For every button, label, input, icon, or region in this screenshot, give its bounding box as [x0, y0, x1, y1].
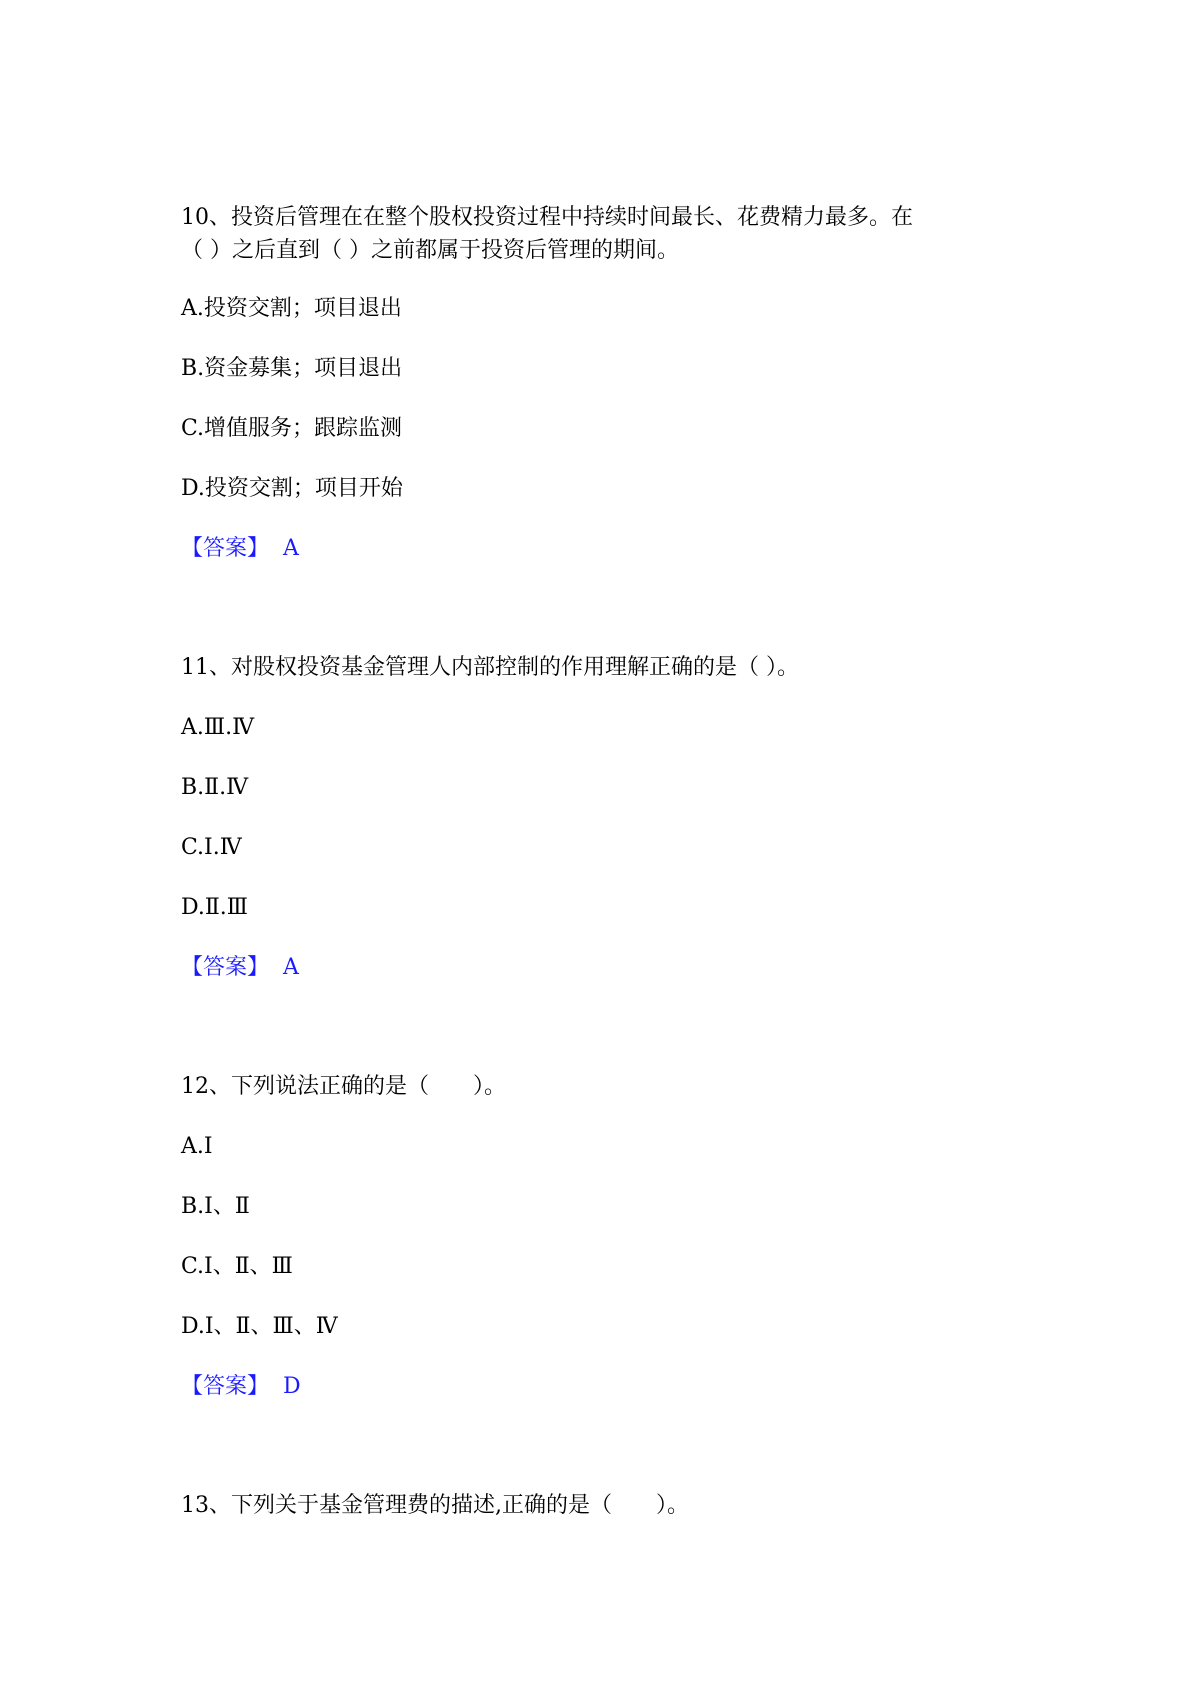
question-10-answer	[181, 534, 299, 564]
question-12-option-d: D.Ⅰ、Ⅱ、Ⅲ、Ⅳ	[181, 1314, 338, 1339]
question-10-stem-line-1: 10、投资后管理在在整个股权投资过程中持续时间最长、花费精力最多。在	[181, 205, 913, 230]
question-11-stem-line-1: 11、对股权投资基金管理人内部控制的作用理解正确的是（ ）。	[181, 655, 799, 680]
question-10-option-c: C.增值服务；跟踪监测	[181, 416, 403, 441]
question-12-stem-line-1: 12、下列说法正确的是（ ）。	[181, 1074, 506, 1099]
question-12-option-b: B.Ⅰ、Ⅱ	[181, 1194, 250, 1219]
question-13-stem-line-1: 13、下列关于基金管理费的描述,正确的是（ ）。	[181, 1493, 689, 1518]
question-12-option-c: C.Ⅰ、Ⅱ、Ⅲ	[181, 1254, 293, 1279]
answer-value: A	[283, 536, 299, 561]
question-12-option-a: A.Ⅰ	[181, 1134, 213, 1159]
question-12-answer	[181, 1372, 301, 1402]
question-10-stem-line-2: （ ）之后直到（ ）之前都属于投资后管理的期间。	[181, 238, 679, 263]
answer-label: 【答案】	[181, 536, 270, 561]
answer-value: D	[283, 1374, 301, 1399]
question-11-option-c: C.Ⅰ.Ⅳ	[181, 835, 242, 860]
question-10-option-b: B.资金募集；项目退出	[181, 356, 403, 381]
answer-label: 【答案】	[181, 1374, 270, 1399]
question-11-option-a: A.Ⅲ.Ⅳ	[181, 715, 255, 740]
answer-label: 【答案】	[181, 955, 270, 980]
question-10-option-a: A.投资交割；项目退出	[181, 296, 402, 321]
question-11-option-d: D.Ⅱ.Ⅲ	[181, 895, 249, 920]
answer-value: A	[283, 955, 299, 980]
question-10-option-d: D.投资交割；项目开始	[181, 476, 403, 501]
question-11-option-b: B.Ⅱ.Ⅳ	[181, 775, 249, 800]
question-11-answer	[181, 953, 299, 983]
